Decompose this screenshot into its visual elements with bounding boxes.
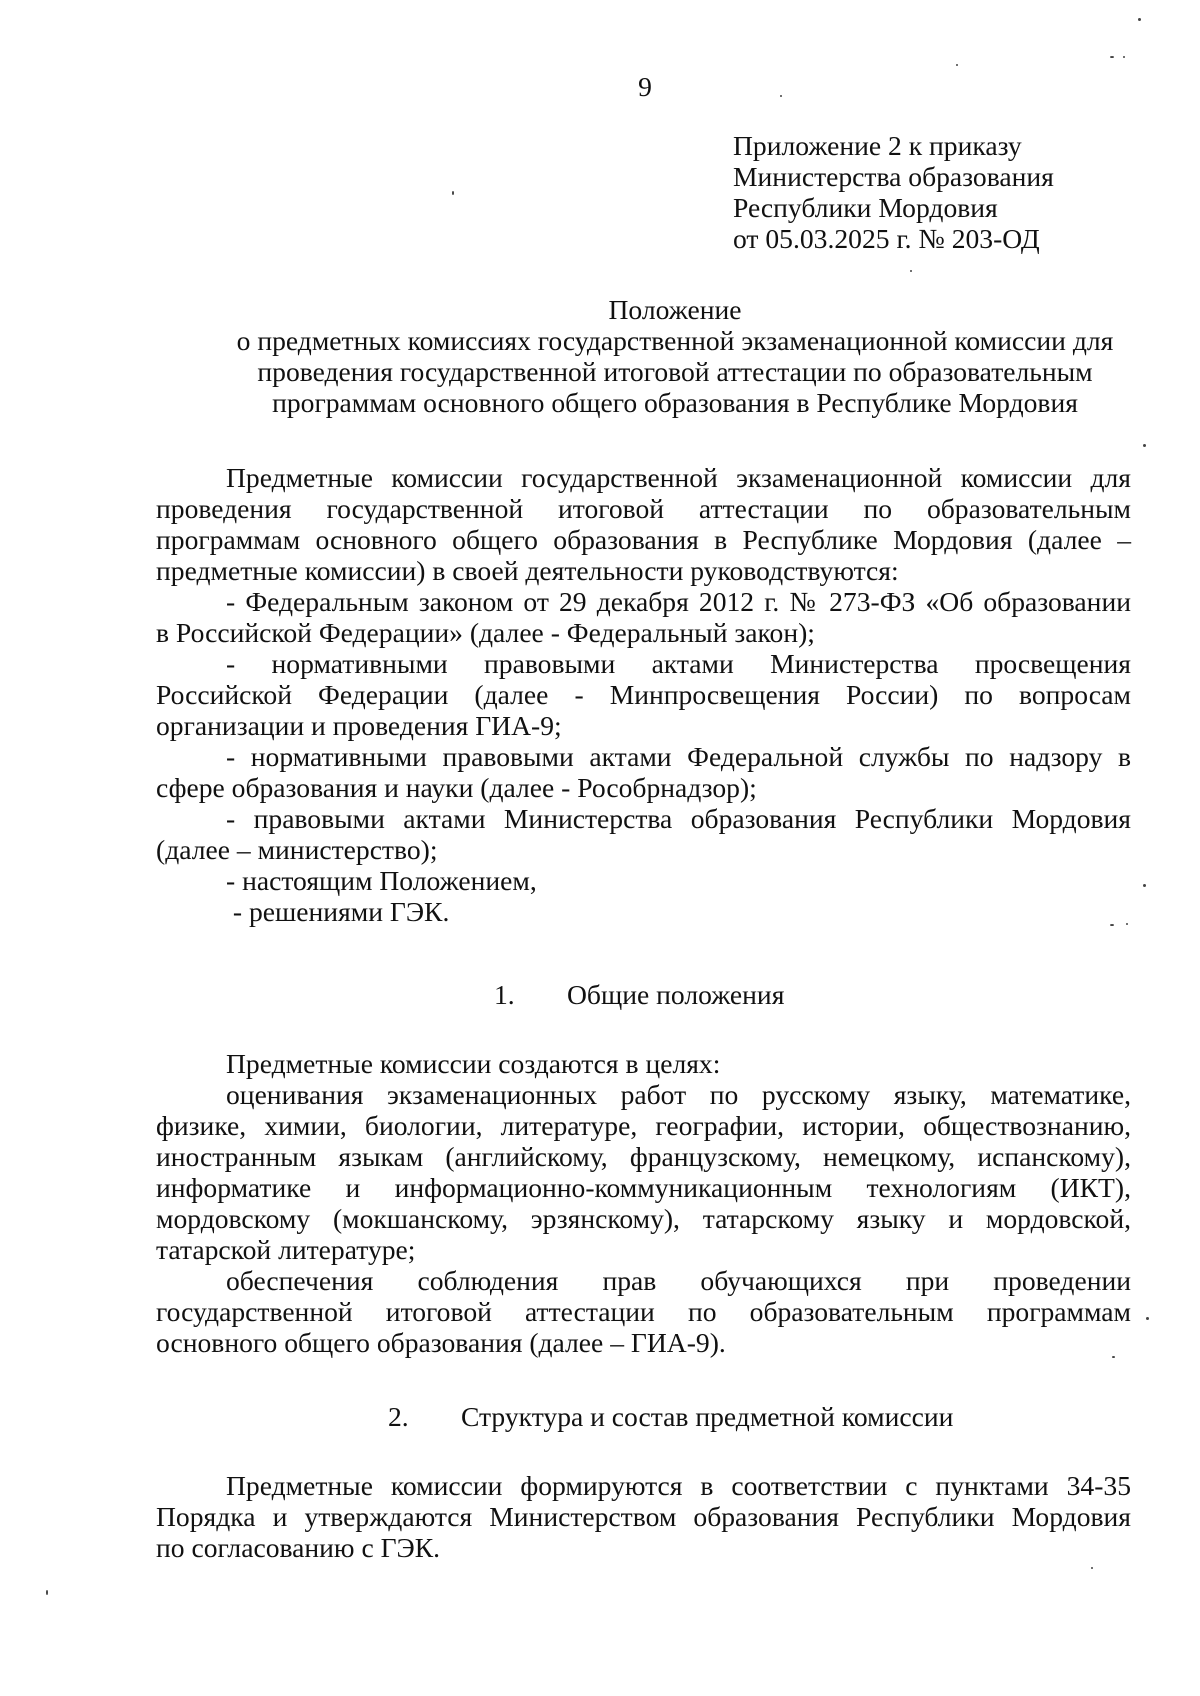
paragraph-line: иностранным языкам (английскому, французскому, немецкому, испанскому),: [156, 1141, 1131, 1172]
section-intro: Предметные комиссии создаются в целях:: [226, 1048, 721, 1079]
paragraph-line: программам основного общего образования в Республике Мордовия (далее –: [156, 524, 1131, 555]
paragraph-line: по согласованию с ГЭК.: [156, 1532, 441, 1563]
list-item: [156, 648, 1131, 741]
scan-speck: [1138, 18, 1141, 21]
title-line: о предметных комиссиях государственной экзаменационной комиссии для: [236, 325, 1114, 356]
scan-speck: [46, 1590, 48, 1595]
intro-paragraph: [156, 462, 1131, 586]
scan-speck: [1146, 1317, 1149, 1320]
title-line: проведения государственной итоговой аттестации по образовательным: [257, 356, 1093, 387]
goal-paragraph: [156, 1079, 1131, 1265]
list-item-line: - правовыми актами Министерства образования Республики Мордовия: [226, 803, 1131, 834]
paragraph-line: проведения государственной итоговой аттестации по образовательным: [156, 493, 1131, 524]
scan-speck: [956, 64, 958, 66]
list-item: [156, 586, 1131, 648]
paragraph-line: обеспечения соблюдения прав обучающихся при проведении: [226, 1265, 1131, 1296]
paragraph-line: предметные комиссии) в своей деятельности руководствуются:: [156, 555, 899, 586]
scan-speck: [1123, 56, 1125, 58]
list-item-line: сфере образования и науки (далее - Рособрнадзор);: [156, 772, 757, 803]
section-paragraph: [156, 1470, 1131, 1563]
section-number: 2.: [388, 1401, 409, 1432]
paragraph-line: Предметные комиссии формируются в соответствии с пунктами 34-35: [226, 1470, 1131, 1501]
list-item: [156, 803, 1131, 865]
scan-speck: [1112, 1356, 1115, 1358]
scan-speck: [1126, 923, 1128, 925]
list-item-line: (далее – министерство);: [156, 834, 438, 865]
section-number: 1.: [494, 979, 515, 1010]
scan-speck: [1143, 884, 1146, 887]
scan-speck: [780, 95, 782, 97]
scan-speck: [1110, 924, 1114, 926]
annex-line: Приложение 2 к приказу: [733, 130, 1022, 161]
scan-speck: [1143, 444, 1146, 447]
list-item: [156, 741, 1131, 803]
annex-line: Республики Мордовия: [733, 192, 998, 223]
scan-speck: [452, 191, 454, 195]
title-line: Положение: [608, 294, 742, 325]
section-title: Общие положения: [567, 979, 785, 1010]
list-item-line: организации и проведения ГИА-9;: [156, 710, 562, 741]
paragraph-line: информатике и информационно-коммуникационным технологиям (ИКТ),: [156, 1172, 1131, 1203]
document-title: [150, 294, 1200, 418]
scan-speck: [910, 270, 912, 272]
paragraph-line: физике, химии, биологии, литературе, географии, истории, обществознанию,: [156, 1110, 1131, 1141]
goal-paragraph: [156, 1265, 1131, 1358]
list-item-line: в Российской Федерации» (далее - Федеральный закон);: [156, 617, 815, 648]
paragraph-line: мордовскому (мокшанскому, эрзянскому), татарскому языку и мордовской,: [156, 1203, 1131, 1234]
list-item-line: - нормативными правовыми актами Федеральной службы по надзору в: [226, 741, 1131, 772]
annex-line: Министерства образования: [733, 161, 1054, 192]
list-item-line: - нормативными правовыми актами Министерства просвещения: [226, 648, 1131, 679]
scan-speck: [1091, 1567, 1093, 1569]
list-item-line: - Федеральным законом от 29 декабря 2012 г. № 273-ФЗ «Об образовании: [226, 586, 1131, 617]
scan-speck: [1110, 56, 1114, 58]
title-line: программам основного общего образования в Республике Мордовия: [272, 387, 1078, 418]
list-item: - настоящим Положением,: [226, 865, 537, 896]
list-item: - решениями ГЭК.: [226, 896, 450, 927]
paragraph-line: Порядка и утверждаются Министерством образования Республики Мордовия: [156, 1501, 1131, 1532]
paragraph-line: основного общего образования (далее – ГИА-9).: [156, 1327, 726, 1358]
paragraph-line: государственной итоговой аттестации по образовательным программам: [156, 1296, 1131, 1327]
annex-block: [733, 130, 1153, 254]
paragraph-line: оценивания экзаменационных работ по русскому языку, математике,: [226, 1079, 1131, 1110]
page-number: 9: [638, 71, 652, 102]
section-title: Структура и состав предметной комиссии: [461, 1401, 954, 1432]
paragraph-line: Предметные комиссии государственной экзаменационной комиссии для: [226, 462, 1131, 493]
list-item-line: Российской Федерации (далее - Минпросвещения России) по вопросам: [156, 679, 1131, 710]
paragraph-line: татарской литературе;: [156, 1234, 416, 1265]
annex-line: от 05.03.2025 г. № 203-ОД: [733, 223, 1040, 254]
